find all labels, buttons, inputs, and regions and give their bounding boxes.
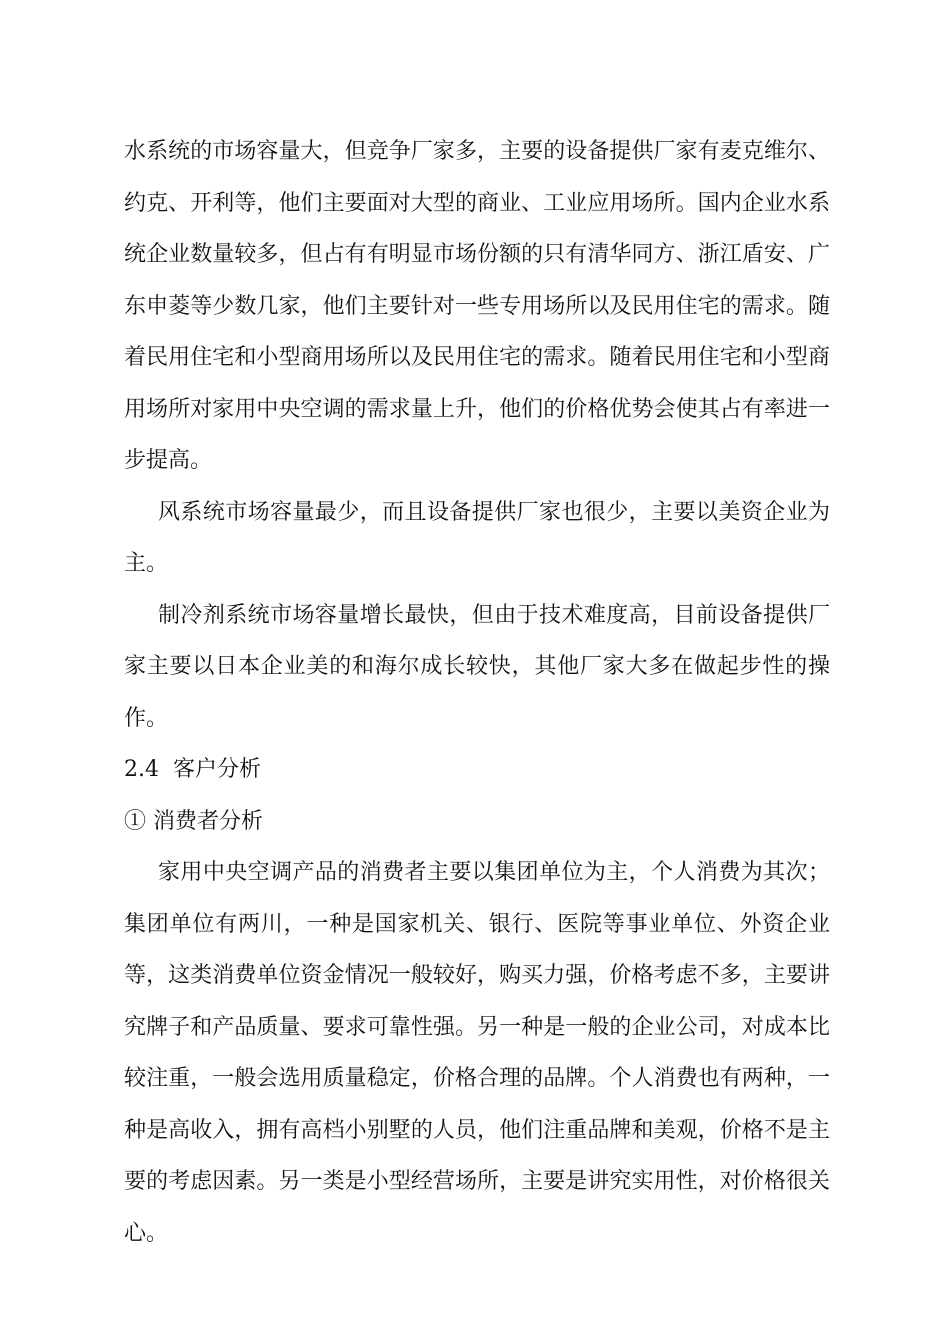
section-heading: 2.4 客户分析	[124, 757, 261, 782]
document-page	[124, 126, 830, 1259]
paragraph-refrigerant-system: 制冷剂系统市场容量增长最快，但由于技术难度高，目前设备提供厂家主要以日本企业美的和海尔成长较快，其他厂家大多在做起步性的操作。	[124, 602, 830, 731]
subsection-heading: ① 消费者分析	[124, 808, 263, 834]
paragraph-consumer-analysis: 家用中央空调产品的消费者主要以集团单位为主，个人消费为其次；集团单位有两川，一种是国家机关、银行、医院等事业单位、外资企业等，这类消费单位资金情况一般较好，购买力强，价格考虑不多，主要讲究牌子和产品质量、要求可靠性强。另一种是一般的企业公司，对成本比较注重，一般会选用质量稳定，价格合理的品牌。个人消费也有两种，一种是高收入，拥有高档小别墅的人员，他们注重品牌和美观，价格不是主要的考虑因素。另一类是小型经营场所，主要是讲究实用性，对价格很关心。	[124, 860, 830, 1246]
paragraph-water-system: 水系统的市场容量大，但竞争厂家多，主要的设备提供厂家有麦克维尔、约克、开利等，他们主要面对大型的商业、工业应用场所。国内企业水系统企业数量较多，但占有有明显市场份额的只有清华同方、浙江盾安、广东申菱等少数几家，他们主要针对一些专用场所以及民用住宅的需求。随着民用住宅和小型商用场所以及民用住宅的需求。随着民用住宅和小型商用场所对家用中央空调的需求量上升，他们的价格优势会使其占有率进一步提高。	[124, 139, 830, 473]
paragraph-air-system: 风系统市场容量最少，而且设备提供厂家也很少，主要以美资企业为主。	[124, 499, 830, 576]
